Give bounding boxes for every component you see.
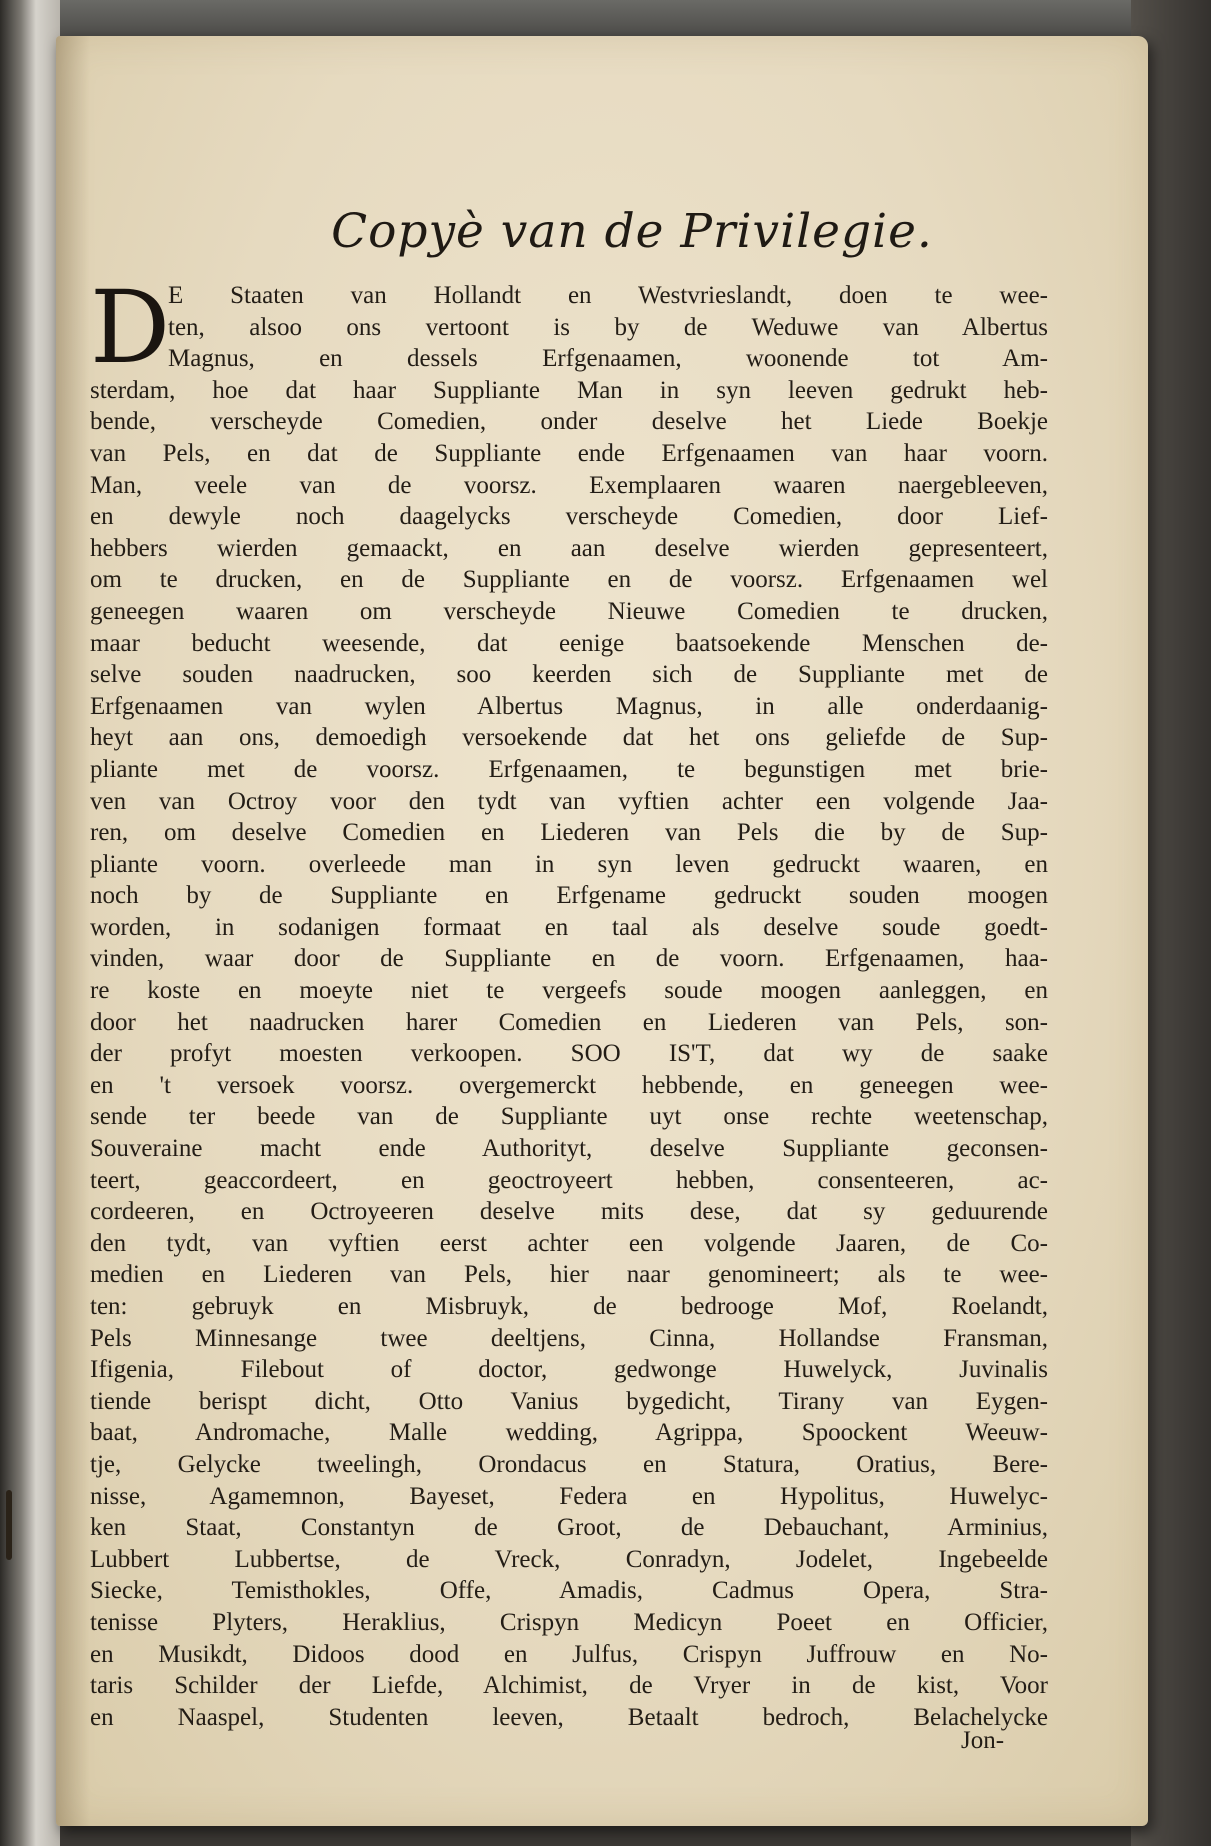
- text-line: baat, Andromache, Malle wedding, Agrippa, Spoockent Weeuw-: [90, 1419, 1048, 1447]
- text-line: Ifigenia, Filebout of doctor, gedwonge Huwelyck, Juvinalis: [90, 1356, 1048, 1384]
- text-line: ten, alsoo ons vertoont is by de Weduwe van Albertus: [168, 313, 1048, 341]
- text-line: bende, verscheyde Comedien, onder deselve het Liede Boekje: [90, 408, 1048, 436]
- text-line: ren, om deselve Comedien en Liederen van Pels die by de Sup-: [90, 819, 1048, 847]
- text-line: Magnus, en dessels Erfgenaamen, woonende tot Am-: [168, 345, 1048, 373]
- drop-cap: D: [90, 269, 171, 386]
- text-line: en 't versoek voorsz. overgemerckt hebbende, en geneegen wee-: [90, 1071, 1048, 1099]
- text-line: re koste en moeyte niet te vergeefs soude moogen aanleggen, en: [90, 977, 1048, 1005]
- text-line: hebbers wierden gemaackt, en aan deselve wierden gepresenteert,: [90, 534, 1048, 562]
- facing-page-mark: [6, 1490, 12, 1560]
- text-line: Siecke, Temisthokles, Offe, Amadis, Cadmus Opera, Stra-: [90, 1577, 1048, 1605]
- text-line: geneegen waaren om verscheyde Nieuwe Comedien te drucken,: [90, 597, 1048, 625]
- facing-page-edge: [0, 0, 60, 1846]
- text-line: pliante met de voorsz. Erfgenaamen, te begunstigen met brie-: [90, 755, 1048, 783]
- page-title: Copyè van de Privilegie.: [331, 204, 933, 259]
- text-line: pliante voorn. overleede man in syn leven gedruckt waaren, en: [90, 850, 1048, 878]
- text-line: en dewyle noch daagelycks verscheyde Comedien, door Lief-: [90, 503, 1048, 531]
- text-line: tiende berispt dicht, Otto Vanius bygedicht, Tirany van Eygen-: [90, 1387, 1048, 1415]
- text-line: worden, in sodanigen formaat en taal als deselve soude goedt-: [90, 913, 1048, 941]
- text-line: medien en Liederen van Pels, hier naar genomineert; als te wee-: [90, 1261, 1048, 1289]
- text-line: Lubbert Lubbertse, de Vreck, Conradyn, Jodelet, Ingebeelde: [90, 1545, 1048, 1573]
- text-line: van Pels, en dat de Suppliante ende Erfgenaamen van haar voorn.: [90, 439, 1048, 467]
- text-line: ven van Octroy voor den tydt van vyftien achter een volgende Jaa-: [90, 787, 1048, 815]
- text-line: ten: gebruyk en Misbruyk, de bedrooge Mof, Roelandt,: [90, 1293, 1048, 1320]
- text-line: ken Staat, Constantyn de Groot, de Debauchant, Arminius,: [90, 1514, 1048, 1542]
- text-line: heyt aan ons, demoedigh versoekende dat het ons geliefde de Sup-: [90, 724, 1048, 752]
- text-line: selve souden naadrucken, soo keerden sich de Suppliante met de: [90, 661, 1048, 689]
- text-line: Erfgenaamen van wylen Albertus Magnus, in alle onderdaanig-: [90, 692, 1048, 720]
- text-line: vinden, waar door de Suppliante en de voorn. Erfgenaamen, haa-: [90, 945, 1048, 973]
- text-line: maar beducht weesende, dat eenige baatsoekende Menschen de-: [90, 629, 1048, 657]
- text-line: door het naadrucken harer Comedien en Liederen van Pels, son-: [90, 1008, 1048, 1036]
- body-text: [90, 269, 1048, 1733]
- text-line: tje, Gelycke tweelingh, Orondacus en Statura, Oratius, Bere-: [90, 1450, 1048, 1478]
- text-line: nisse, Agamemnon, Bayeset, Federa en Hypolitus, Huwelyc-: [90, 1482, 1048, 1510]
- text-line: tenisse Plyters, Heraklius, Crispyn Medicyn Poeet en Officier,: [90, 1608, 1048, 1636]
- text-line: sterdam, hoe dat haar Suppliante Man in syn leeven gedrukt heb-: [90, 376, 1048, 404]
- text-line: Man, veele van de voorsz. Exemplaaren waaren naergebleeven,: [90, 471, 1048, 499]
- text-line: om te drucken, en de Suppliante en de voorsz. Erfgenaamen wel: [90, 566, 1048, 594]
- text-line: den tydt, van vyftien eerst achter een volgende Jaaren, de Co-: [90, 1229, 1048, 1257]
- catchword: Jon-: [961, 1727, 1005, 1754]
- book-page: [56, 36, 1148, 1826]
- page-gutter-shadow: [56, 36, 90, 1826]
- text-line: en Musikdt, Didoos dood en Julfus, Crispyn Juffrouw en No-: [90, 1640, 1048, 1668]
- text-line: Pels Minnesange twee deeltjens, Cinna, Hollandse Fransman,: [90, 1324, 1048, 1352]
- text-line: Souveraine macht ende Authorityt, deselve Suppliante geconsen-: [90, 1135, 1048, 1163]
- background-top: [0, 0, 1211, 40]
- text-line: taris Schilder der Liefde, Alchimist, de Vryer in de kist, Voor: [90, 1672, 1048, 1700]
- text-line: en Naaspel, Studenten leeven, Betaalt bedroch, Belachelycke: [90, 1703, 1048, 1731]
- text-line: cordeeren, en Octroyeeren deselve mits dese, dat sy geduurende: [90, 1198, 1048, 1226]
- text-line: der profyt moesten verkoopen. SOO IS'T, dat wy de saake: [90, 1040, 1048, 1068]
- text-line: sende ter beede van de Suppliante uyt onse rechte weetenschap,: [90, 1103, 1048, 1131]
- text-line: E Staaten van Hollandt en Westvrieslandt, doen te wee-: [168, 282, 1048, 309]
- text-line: noch by de Suppliante en Erfgename gedruckt souden moogen: [90, 882, 1048, 910]
- text-line: teert, geaccordeert, en geoctroyeert hebben, consenteeren, ac-: [90, 1166, 1048, 1194]
